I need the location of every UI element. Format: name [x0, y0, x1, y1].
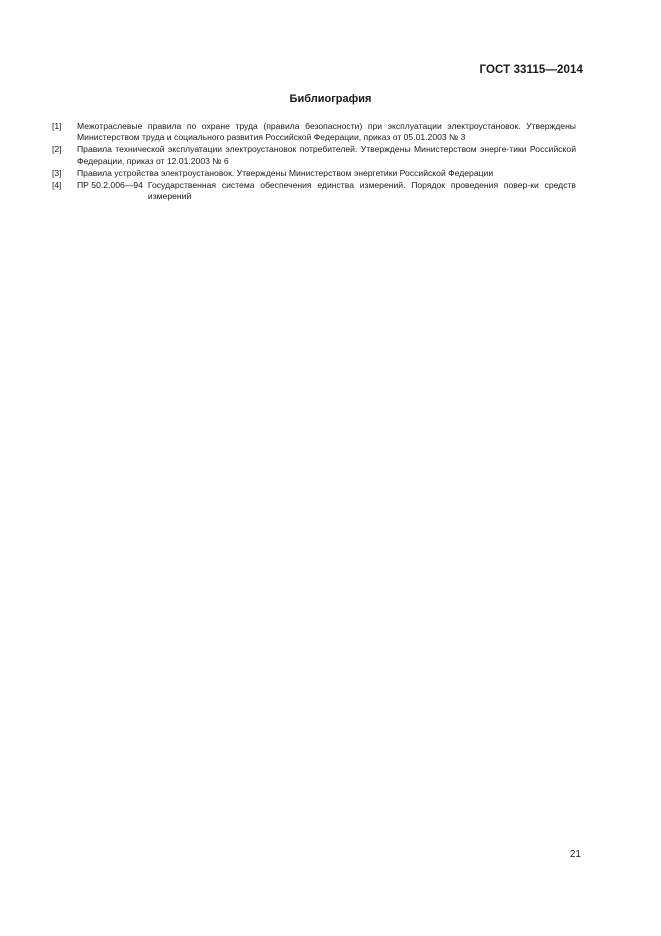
bibliography-number: [3]	[52, 167, 62, 178]
bibliography-code: ПР 50.2.006—94	[77, 180, 143, 191]
bibliography-entry	[77, 144, 576, 166]
bibliography-text: Межотраслевые правила по охране труда (правила безопасности) при эксплуатации электроустановок. Утверждены Министерством труда и социального развития Российской Федерации, приказ от 05.01.2003 № 3	[77, 121, 576, 143]
bibliography-entry	[77, 168, 576, 179]
section-title: Библиография	[289, 93, 372, 105]
bibliography-number: [2]	[52, 144, 62, 155]
page-number: 21	[569, 849, 581, 860]
bibliography-text: Правила технической эксплуатации электроустановок потребителей. Утверждены Министерством энерге-тики Российской Федерации, приказ от 12.01.2003 № 6	[77, 144, 576, 166]
bibliography-item-1	[52, 121, 576, 143]
bibliography-number: [1]	[52, 121, 62, 131]
bibliography-list	[52, 121, 576, 203]
bibliography-text: Государственная система обеспечения единства измерений. Порядок проведения повер-ки средств измерений	[147, 180, 576, 202]
bibliography-item-2	[52, 144, 576, 166]
bibliography-entry	[77, 180, 576, 202]
bibliography-entry	[77, 121, 576, 143]
bibliography-item-3	[52, 168, 576, 179]
document-code: ГОСТ 33115—2014	[479, 64, 583, 76]
bibliography-text: Правила устройства электроустановок. Утверждены Министерством энергетики Российской Федерации	[77, 167, 494, 178]
bibliography-item-4	[52, 180, 576, 202]
bibliography-number: [4]	[52, 180, 62, 191]
